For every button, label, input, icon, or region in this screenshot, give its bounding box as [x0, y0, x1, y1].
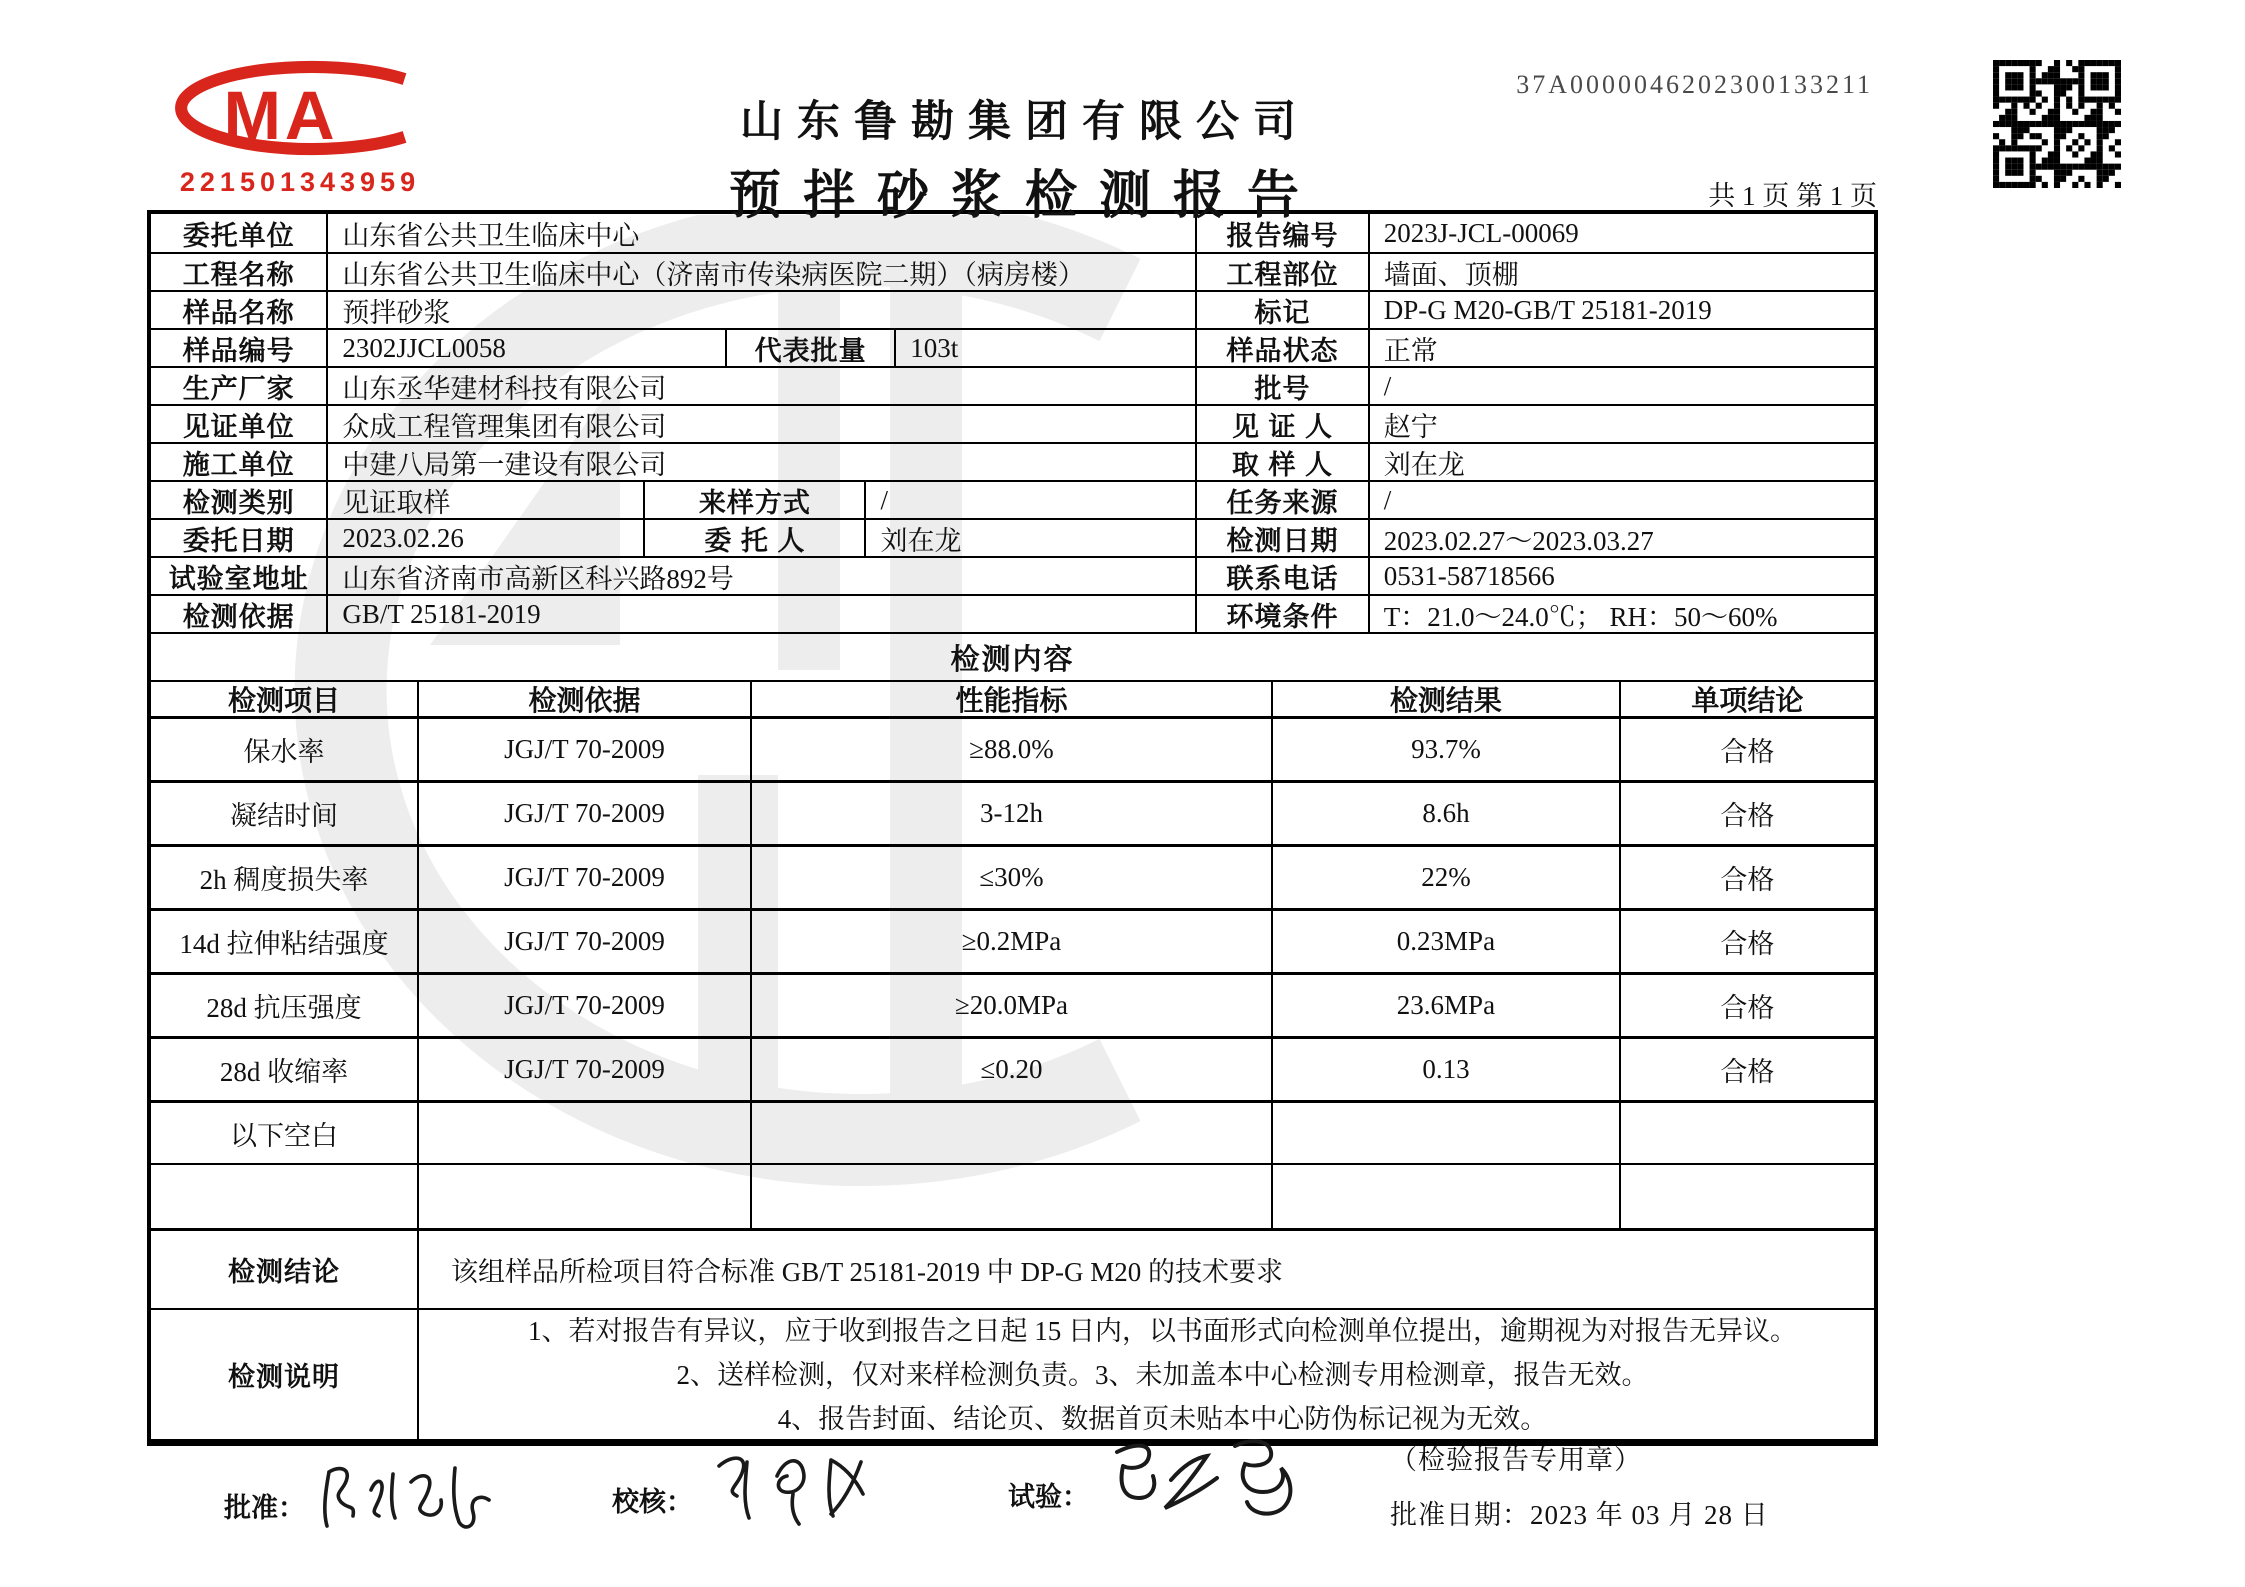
commission-date-value: 2023.02.26 — [326, 520, 643, 556]
results-section-title: 检测内容 — [950, 643, 1075, 676]
result-spec: ≥88.0% — [750, 719, 1271, 780]
batch-no-label: 批号 — [1195, 368, 1367, 404]
result-row-empty — [151, 1163, 1874, 1228]
table-row — [151, 252, 1874, 290]
result-row-blank-marker — [151, 1100, 1874, 1163]
witness-unit-value: 众成工程管理集团有限公司 — [326, 406, 1195, 442]
title-block — [570, 88, 1480, 228]
task-source-label: 任务来源 — [1195, 482, 1367, 518]
table-row — [151, 442, 1874, 480]
result-item: 保水率 — [243, 737, 325, 767]
check-label: 校核： — [612, 1486, 693, 1517]
empty-cell — [1271, 1165, 1619, 1228]
result-value: 0.23MPa — [1271, 911, 1619, 972]
witness-label: 见 证 人 — [1195, 406, 1367, 442]
col-header-verdict: 单项结论 — [1619, 682, 1874, 716]
qr-code — [1993, 60, 2121, 188]
approver-signature — [315, 1446, 505, 1538]
result-basis: JGJ/T 70-2009 — [417, 847, 750, 908]
batch-qty-label: 代表批量 — [725, 330, 894, 366]
witness-unit-label: 见证单位 — [182, 411, 295, 442]
sample-way-label: 来样方式 — [643, 482, 864, 518]
client-label: 委托单位 — [182, 220, 295, 251]
result-basis: JGJ/T 70-2009 — [417, 975, 750, 1036]
sampler-value: 刘在龙 — [1368, 444, 1874, 480]
test-label: 试验： — [1008, 1481, 1089, 1512]
result-basis: JGJ/T 70-2009 — [417, 911, 750, 972]
sample-state-value: 正常 — [1368, 330, 1874, 366]
result-verdict: 合格 — [1619, 911, 1874, 972]
table-row — [151, 404, 1874, 442]
result-row — [151, 972, 1874, 1036]
result-item: 28d 抗压强度 — [206, 993, 362, 1023]
checker-signature — [703, 1436, 913, 1536]
sampler-label: 取 样 人 — [1195, 444, 1367, 480]
conclusion-text: 该组样品所检项目符合标准 GB/T 25181-2019 中 DP-G M20 的技术要求 — [417, 1231, 1874, 1308]
builder-value: 中建八局第一建设有限公司 — [326, 444, 1195, 480]
cma-mark-block — [150, 56, 450, 198]
notes-text — [417, 1310, 1874, 1439]
project-name-value: 山东省公共卫生临床中心（济南市传染病医院二期）（病房楼） — [326, 254, 1195, 290]
notes-line-1: 1、若对报告有异议，应于收到报告之日起 15 日内，以书面形式向检测单位提出，逾期视为对报告无异议。 — [528, 1315, 1797, 1346]
result-spec: ≤0.20 — [750, 1039, 1271, 1100]
test-date-label: 检测日期 — [1195, 520, 1367, 556]
cma-cert-number: 221501343959 — [179, 167, 421, 197]
seal-note-block — [1390, 1438, 1769, 1532]
result-item: 14d 拉伸粘结强度 — [179, 929, 389, 959]
sample-no-label: 样品编号 — [182, 335, 295, 366]
batch-qty-value: 103t — [894, 330, 1195, 366]
mark-value: DP-G M20-GB/T 25181-2019 — [1368, 292, 1874, 328]
checker-block — [612, 1462, 913, 1536]
approver-block — [224, 1472, 505, 1538]
result-row — [151, 716, 1874, 780]
empty-cell — [1619, 1165, 1874, 1228]
conclusion-row — [151, 1228, 1874, 1308]
result-basis: JGJ/T 70-2009 — [417, 1039, 750, 1100]
witness-value: 赵宁 — [1368, 406, 1874, 442]
commissioner-value: 刘在龙 — [864, 520, 1195, 556]
sample-no-value: 2302JJCL0058 — [326, 330, 725, 366]
table-row — [151, 594, 1874, 632]
conclusion-label: 检测结论 — [228, 1257, 340, 1287]
sample-name-label: 样品名称 — [182, 297, 295, 328]
results-header-row — [151, 680, 1874, 716]
sample-way-value: / — [864, 482, 1195, 518]
batch-no-value: / — [1368, 368, 1874, 404]
test-date-value: 2023.02.27～2023.03.27 — [1368, 520, 1874, 556]
results-section-band — [151, 632, 1874, 680]
lab-address-label: 试验室地址 — [168, 563, 309, 594]
empty-cell — [1271, 1103, 1619, 1163]
col-header-item: 检测项目 — [228, 685, 341, 716]
cma-logo-icon — [160, 56, 440, 160]
report-table — [147, 210, 1878, 1446]
approve-date — [1390, 1493, 1769, 1532]
mark-label: 标记 — [1195, 292, 1367, 328]
notes-label: 检测说明 — [228, 1362, 340, 1392]
project-part-label: 工程部位 — [1195, 254, 1367, 290]
test-type-label: 检测类别 — [182, 487, 295, 518]
page-info: 共 1 页 第 1 页 — [1708, 181, 1877, 211]
table-row — [151, 556, 1874, 594]
report-title: 预拌砂浆检测报告 — [728, 167, 1321, 225]
report-no-label: 报告编号 — [1195, 214, 1367, 252]
col-header-basis: 检测依据 — [417, 682, 750, 716]
sample-state-label: 样品状态 — [1195, 330, 1367, 366]
task-source-value: / — [1368, 482, 1874, 518]
result-value: 22% — [1271, 847, 1619, 908]
sample-name-value: 预拌砂浆 — [326, 292, 1195, 328]
below-blank-text: 以下空白 — [230, 1120, 338, 1151]
manufacturer-value: 山东丞华建材科技有限公司 — [326, 368, 1195, 404]
tester-signature — [1099, 1426, 1329, 1536]
empty-cell — [1619, 1103, 1874, 1163]
result-value: 93.7% — [1271, 719, 1619, 780]
env-label: 环境条件 — [1195, 596, 1367, 632]
result-spec: ≤30% — [750, 847, 1271, 908]
report-serial-number: 37A0000046202300133211 — [1516, 70, 1873, 99]
empty-cell — [151, 1165, 417, 1228]
result-item: 2h 稠度损失率 — [199, 865, 369, 895]
result-value: 23.6MPa — [1271, 975, 1619, 1036]
builder-label: 施工单位 — [182, 449, 295, 480]
lab-address-value: 山东省济南市高新区科兴路892号 — [326, 558, 1195, 594]
tester-block — [1008, 1452, 1329, 1536]
result-row — [151, 780, 1874, 844]
result-spec: ≥0.2MPa — [750, 911, 1271, 972]
empty-cell — [417, 1165, 750, 1228]
commissioner-label: 委 托 人 — [643, 520, 864, 556]
col-header-spec: 性能指标 — [750, 682, 1271, 716]
result-value: 8.6h — [1271, 783, 1619, 844]
notes-line-3: 4、报告封面、结论页、数据首页未贴本中心防伪标记视为无效。 — [777, 1403, 1548, 1434]
test-type-value: 见证取样 — [326, 482, 643, 518]
table-row — [151, 366, 1874, 404]
notes-line-2: 2、送样检测，仅对来样检测负责。3、未加盖本中心检测专用检测章，报告无效。 — [676, 1359, 1649, 1390]
result-row — [151, 844, 1874, 908]
notes-row — [151, 1308, 1874, 1439]
project-part-value: 墙面、顶棚 — [1368, 254, 1874, 290]
empty-cell — [750, 1103, 1271, 1163]
phone-label: 联系电话 — [1195, 558, 1367, 594]
report-no-value: 2023J-JCL-00069 — [1368, 214, 1874, 252]
empty-cell — [417, 1103, 750, 1163]
result-verdict: 合格 — [1619, 719, 1874, 780]
commission-date-label: 委托日期 — [182, 525, 295, 556]
result-row — [151, 1036, 1874, 1100]
test-basis-value: GB/T 25181-2019 — [326, 596, 1195, 632]
result-spec: 3-12h — [750, 783, 1271, 844]
manufacturer-label: 生产厂家 — [182, 373, 295, 404]
result-item: 凝结时间 — [230, 801, 338, 831]
table-row — [151, 290, 1874, 328]
result-row — [151, 908, 1874, 972]
project-name-label: 工程名称 — [182, 259, 295, 290]
col-header-result: 检测结果 — [1271, 682, 1619, 716]
result-spec: ≥20.0MPa — [750, 975, 1271, 1036]
result-verdict: 合格 — [1619, 1039, 1874, 1100]
result-value: 0.13 — [1271, 1039, 1619, 1100]
result-basis: JGJ/T 70-2009 — [417, 719, 750, 780]
table-row — [151, 518, 1874, 556]
approve-date-label: 批准日期： — [1390, 1500, 1530, 1530]
empty-cell — [750, 1165, 1271, 1228]
approve-date-value: 2023 年 03 月 28 日 — [1530, 1500, 1769, 1530]
company-name: 山东鲁勘集团有限公司 — [740, 98, 1310, 146]
client-value: 山东省公共卫生临床中心 — [326, 214, 1195, 252]
phone-value: 0531-58718566 — [1368, 558, 1874, 594]
env-value: T：21.0～24.0℃； RH：50～60% — [1368, 596, 1874, 632]
result-basis: JGJ/T 70-2009 — [417, 783, 750, 844]
result-verdict: 合格 — [1619, 783, 1874, 844]
result-item: 28d 收缩率 — [219, 1057, 349, 1087]
cma-logo-text: MA — [223, 75, 339, 154]
approve-label: 批准： — [224, 1492, 305, 1523]
table-row — [151, 480, 1874, 518]
seal-note: （检验报告专用章） — [1390, 1445, 1642, 1475]
test-basis-label: 检测依据 — [182, 601, 295, 632]
table-row — [151, 328, 1874, 366]
result-verdict: 合格 — [1619, 847, 1874, 908]
result-verdict: 合格 — [1619, 975, 1874, 1036]
